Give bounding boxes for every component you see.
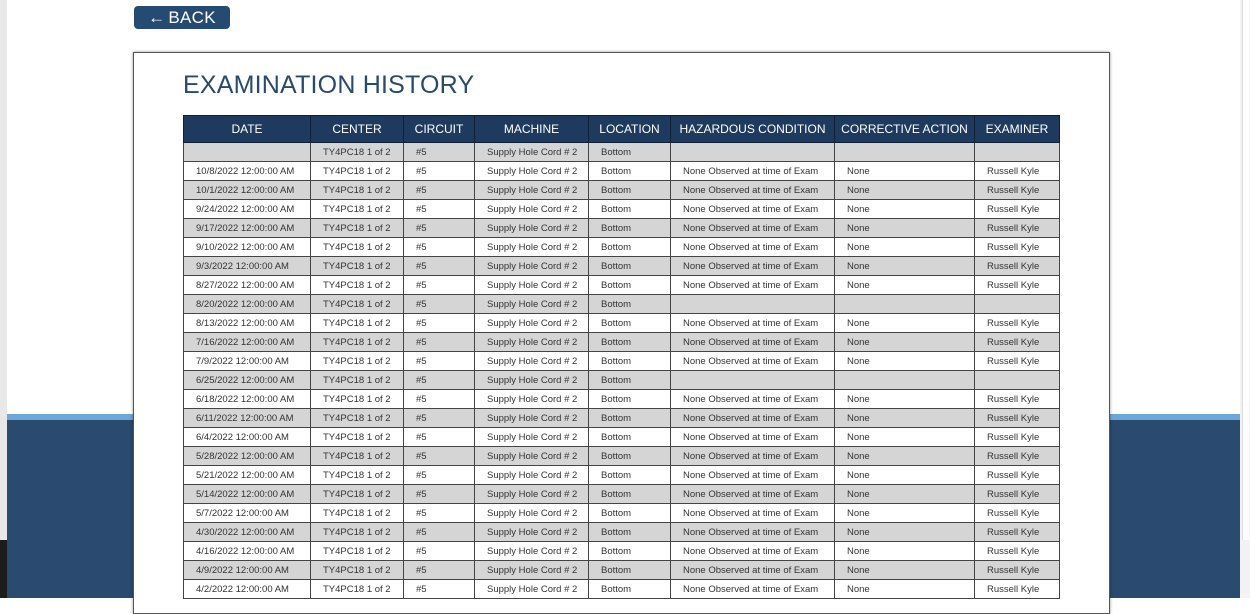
cell-circuit: #5 xyxy=(404,276,475,295)
cell-location: Bottom xyxy=(589,504,671,523)
cell-center: TY4PC18 1 of 2 xyxy=(311,181,404,200)
scrollbar[interactable] xyxy=(1240,0,1250,598)
cell-corrective-action: None xyxy=(835,390,975,409)
cell-date: 9/10/2022 12:00:00 AM xyxy=(184,238,311,257)
cell-corrective-action: None xyxy=(835,409,975,428)
cell-circuit: #5 xyxy=(404,181,475,200)
cell-date: 9/24/2022 12:00:00 AM xyxy=(184,200,311,219)
cell-date xyxy=(184,143,311,162)
cell-examiner: Russell Kyle xyxy=(975,561,1060,580)
cell-corrective-action: None xyxy=(835,447,975,466)
cell-date: 9/3/2022 12:00:00 AM xyxy=(184,257,311,276)
cell-hazardous-condition: None Observed at time of Exam xyxy=(671,523,835,542)
cell-hazardous-condition: None Observed at time of Exam xyxy=(671,238,835,257)
cell-corrective-action: None xyxy=(835,200,975,219)
cell-machine: Supply Hole Cord # 2 xyxy=(475,162,589,181)
back-button-label: BACK xyxy=(168,8,216,27)
cell-corrective-action: None xyxy=(835,352,975,371)
cell-center: TY4PC18 1 of 2 xyxy=(311,333,404,352)
cell-corrective-action: None xyxy=(835,219,975,238)
cell-center: TY4PC18 1 of 2 xyxy=(311,238,404,257)
cell-machine: Supply Hole Cord # 2 xyxy=(475,485,589,504)
cell-circuit: #5 xyxy=(404,523,475,542)
cell-date: 5/21/2022 12:00:00 AM xyxy=(184,466,311,485)
page-title: EXAMINATION HISTORY xyxy=(183,71,475,99)
cell-date: 10/1/2022 12:00:00 AM xyxy=(184,181,311,200)
cell-location: Bottom xyxy=(589,333,671,352)
cell-date: 9/17/2022 12:00:00 AM xyxy=(184,219,311,238)
cell-center: TY4PC18 1 of 2 xyxy=(311,561,404,580)
cell-center: TY4PC18 1 of 2 xyxy=(311,580,404,599)
column-header-corrective-action: CORRECTIVE ACTION xyxy=(835,116,975,143)
table-row xyxy=(184,409,1060,428)
cell-hazardous-condition: None Observed at time of Exam xyxy=(671,447,835,466)
cell-date: 8/20/2022 12:00:00 AM xyxy=(184,295,311,314)
table-row xyxy=(184,485,1060,504)
cell-machine: Supply Hole Cord # 2 xyxy=(475,295,589,314)
cell-examiner: Russell Kyle xyxy=(975,200,1060,219)
cell-machine: Supply Hole Cord # 2 xyxy=(475,409,589,428)
cell-circuit: #5 xyxy=(404,352,475,371)
column-header-location: LOCATION xyxy=(589,116,671,143)
cell-hazardous-condition: None Observed at time of Exam xyxy=(671,314,835,333)
cell-location: Bottom xyxy=(589,447,671,466)
cell-hazardous-condition: None Observed at time of Exam xyxy=(671,162,835,181)
cell-circuit: #5 xyxy=(404,219,475,238)
cell-hazardous-condition: None Observed at time of Exam xyxy=(671,580,835,599)
table-row xyxy=(184,314,1060,333)
cell-corrective-action: None xyxy=(835,162,975,181)
cell-center: TY4PC18 1 of 2 xyxy=(311,162,404,181)
cell-center: TY4PC18 1 of 2 xyxy=(311,485,404,504)
cell-center: TY4PC18 1 of 2 xyxy=(311,200,404,219)
cell-corrective-action: None xyxy=(835,428,975,447)
cell-examiner: Russell Kyle xyxy=(975,390,1060,409)
cell-corrective-action: None xyxy=(835,466,975,485)
cell-corrective-action: None xyxy=(835,238,975,257)
cell-location: Bottom xyxy=(589,561,671,580)
cell-corrective-action: None xyxy=(835,523,975,542)
table-row xyxy=(184,580,1060,599)
cell-machine: Supply Hole Cord # 2 xyxy=(475,181,589,200)
cell-center: TY4PC18 1 of 2 xyxy=(311,409,404,428)
cell-hazardous-condition: None Observed at time of Exam xyxy=(671,390,835,409)
cell-center: TY4PC18 1 of 2 xyxy=(311,352,404,371)
cell-hazardous-condition: None Observed at time of Exam xyxy=(671,428,835,447)
cell-examiner: Russell Kyle xyxy=(975,238,1060,257)
cell-location: Bottom xyxy=(589,162,671,181)
cell-date: 10/8/2022 12:00:00 AM xyxy=(184,162,311,181)
cell-date: 7/9/2022 12:00:00 AM xyxy=(184,352,311,371)
table-row xyxy=(184,333,1060,352)
cell-center: TY4PC18 1 of 2 xyxy=(311,428,404,447)
cell-date: 8/27/2022 12:00:00 AM xyxy=(184,276,311,295)
table-row xyxy=(184,200,1060,219)
cell-location: Bottom xyxy=(589,276,671,295)
cell-corrective-action: None xyxy=(835,580,975,599)
cell-examiner xyxy=(975,371,1060,390)
table-row xyxy=(184,352,1060,371)
cell-machine: Supply Hole Cord # 2 xyxy=(475,447,589,466)
cell-location: Bottom xyxy=(589,219,671,238)
cell-location: Bottom xyxy=(589,409,671,428)
cell-machine: Supply Hole Cord # 2 xyxy=(475,143,589,162)
cell-corrective-action xyxy=(835,295,975,314)
cell-examiner: Russell Kyle xyxy=(975,181,1060,200)
cell-center: TY4PC18 1 of 2 xyxy=(311,257,404,276)
cell-examiner: Russell Kyle xyxy=(975,333,1060,352)
cell-date: 7/16/2022 12:00:00 AM xyxy=(184,333,311,352)
cell-examiner xyxy=(975,143,1060,162)
scrollbar-track[interactable] xyxy=(1242,0,1249,540)
cell-circuit: #5 xyxy=(404,504,475,523)
cell-location: Bottom xyxy=(589,542,671,561)
cell-hazardous-condition: None Observed at time of Exam xyxy=(671,542,835,561)
cell-hazardous-condition: None Observed at time of Exam xyxy=(671,219,835,238)
cell-center: TY4PC18 1 of 2 xyxy=(311,219,404,238)
cell-date: 6/11/2022 12:00:00 AM xyxy=(184,409,311,428)
column-header-circuit: CIRCUIT xyxy=(404,116,475,143)
cell-examiner: Russell Kyle xyxy=(975,447,1060,466)
cell-corrective-action: None xyxy=(835,257,975,276)
table-row xyxy=(184,276,1060,295)
cell-hazardous-condition: None Observed at time of Exam xyxy=(671,181,835,200)
cell-hazardous-condition: None Observed at time of Exam xyxy=(671,200,835,219)
cell-location: Bottom xyxy=(589,580,671,599)
table-row xyxy=(184,181,1060,200)
cell-location: Bottom xyxy=(589,371,671,390)
cell-machine: Supply Hole Cord # 2 xyxy=(475,371,589,390)
column-header-hazardous-condition: HAZARDOUS CONDITION xyxy=(671,116,835,143)
cell-hazardous-condition xyxy=(671,295,835,314)
cell-date: 4/16/2022 12:00:00 AM xyxy=(184,542,311,561)
left-arrow-icon: ← xyxy=(148,8,166,27)
cell-circuit: #5 xyxy=(404,257,475,276)
cell-examiner: Russell Kyle xyxy=(975,523,1060,542)
cell-circuit: #5 xyxy=(404,238,475,257)
cell-machine: Supply Hole Cord # 2 xyxy=(475,580,589,599)
cell-machine: Supply Hole Cord # 2 xyxy=(475,219,589,238)
cell-date: 6/25/2022 12:00:00 AM xyxy=(184,371,311,390)
cell-circuit: #5 xyxy=(404,162,475,181)
cell-location: Bottom xyxy=(589,295,671,314)
cell-circuit: #5 xyxy=(404,371,475,390)
cell-center: TY4PC18 1 of 2 xyxy=(311,390,404,409)
cell-date: 6/18/2022 12:00:00 AM xyxy=(184,390,311,409)
table-header-row xyxy=(184,116,1060,143)
cell-examiner: Russell Kyle xyxy=(975,314,1060,333)
cell-machine: Supply Hole Cord # 2 xyxy=(475,428,589,447)
table-body xyxy=(184,143,1060,599)
cell-machine: Supply Hole Cord # 2 xyxy=(475,200,589,219)
cell-examiner: Russell Kyle xyxy=(975,504,1060,523)
cell-hazardous-condition xyxy=(671,143,835,162)
cell-location: Bottom xyxy=(589,390,671,409)
cell-location: Bottom xyxy=(589,200,671,219)
cell-machine: Supply Hole Cord # 2 xyxy=(475,523,589,542)
cell-center: TY4PC18 1 of 2 xyxy=(311,295,404,314)
cell-machine: Supply Hole Cord # 2 xyxy=(475,352,589,371)
cell-date: 6/4/2022 12:00:00 AM xyxy=(184,428,311,447)
table-row xyxy=(184,219,1060,238)
cell-examiner: Russell Kyle xyxy=(975,580,1060,599)
cell-corrective-action: None xyxy=(835,485,975,504)
table-row xyxy=(184,143,1060,162)
column-header-examiner: EXAMINER xyxy=(975,116,1060,143)
cell-center: TY4PC18 1 of 2 xyxy=(311,143,404,162)
cell-examiner: Russell Kyle xyxy=(975,352,1060,371)
cell-examiner: Russell Kyle xyxy=(975,162,1060,181)
cell-location: Bottom xyxy=(589,352,671,371)
cell-examiner: Russell Kyle xyxy=(975,428,1060,447)
cell-circuit: #5 xyxy=(404,333,475,352)
cell-machine: Supply Hole Cord # 2 xyxy=(475,238,589,257)
cell-hazardous-condition: None Observed at time of Exam xyxy=(671,409,835,428)
cell-date: 5/14/2022 12:00:00 AM xyxy=(184,485,311,504)
cell-machine: Supply Hole Cord # 2 xyxy=(475,314,589,333)
cell-location: Bottom xyxy=(589,181,671,200)
cell-date: 8/13/2022 12:00:00 AM xyxy=(184,314,311,333)
cell-date: 4/30/2022 12:00:00 AM xyxy=(184,523,311,542)
cell-machine: Supply Hole Cord # 2 xyxy=(475,466,589,485)
cell-circuit: #5 xyxy=(404,447,475,466)
cell-examiner: Russell Kyle xyxy=(975,485,1060,504)
table-row xyxy=(184,523,1060,542)
cell-machine: Supply Hole Cord # 2 xyxy=(475,333,589,352)
cell-corrective-action xyxy=(835,371,975,390)
cell-examiner: Russell Kyle xyxy=(975,219,1060,238)
left-edge-block xyxy=(0,540,7,598)
cell-location: Bottom xyxy=(589,428,671,447)
cell-circuit: #5 xyxy=(404,143,475,162)
cell-date: 4/2/2022 12:00:00 AM xyxy=(184,580,311,599)
cell-location: Bottom xyxy=(589,143,671,162)
column-header-date: DATE xyxy=(184,116,311,143)
cell-hazardous-condition: None Observed at time of Exam xyxy=(671,352,835,371)
table-row xyxy=(184,542,1060,561)
cell-hazardous-condition: None Observed at time of Exam xyxy=(671,466,835,485)
cell-machine: Supply Hole Cord # 2 xyxy=(475,390,589,409)
cell-corrective-action: None xyxy=(835,333,975,352)
cell-corrective-action: None xyxy=(835,181,975,200)
table-row xyxy=(184,390,1060,409)
cell-location: Bottom xyxy=(589,257,671,276)
cell-hazardous-condition: None Observed at time of Exam xyxy=(671,561,835,580)
cell-corrective-action: None xyxy=(835,314,975,333)
table-row xyxy=(184,257,1060,276)
history-card xyxy=(133,52,1110,614)
cell-center: TY4PC18 1 of 2 xyxy=(311,466,404,485)
cell-center: TY4PC18 1 of 2 xyxy=(311,523,404,542)
cell-corrective-action: None xyxy=(835,504,975,523)
cell-examiner: Russell Kyle xyxy=(975,466,1060,485)
table-row xyxy=(184,238,1060,257)
cell-date: 5/7/2022 12:00:00 AM xyxy=(184,504,311,523)
cell-circuit: #5 xyxy=(404,200,475,219)
cell-hazardous-condition: None Observed at time of Exam xyxy=(671,333,835,352)
cell-corrective-action xyxy=(835,143,975,162)
cell-corrective-action: None xyxy=(835,561,975,580)
table-row xyxy=(184,295,1060,314)
cell-corrective-action: None xyxy=(835,542,975,561)
left-window-edge xyxy=(0,0,7,598)
cell-machine: Supply Hole Cord # 2 xyxy=(475,561,589,580)
cell-circuit: #5 xyxy=(404,428,475,447)
examination-history-table xyxy=(183,115,1060,599)
cell-machine: Supply Hole Cord # 2 xyxy=(475,542,589,561)
back-button[interactable] xyxy=(134,6,230,29)
cell-examiner: Russell Kyle xyxy=(975,409,1060,428)
cell-center: TY4PC18 1 of 2 xyxy=(311,504,404,523)
cell-examiner: Russell Kyle xyxy=(975,276,1060,295)
column-header-machine: MACHINE xyxy=(475,116,589,143)
cell-date: 5/28/2022 12:00:00 AM xyxy=(184,447,311,466)
cell-center: TY4PC18 1 of 2 xyxy=(311,314,404,333)
cell-center: TY4PC18 1 of 2 xyxy=(311,276,404,295)
cell-circuit: #5 xyxy=(404,409,475,428)
cell-location: Bottom xyxy=(589,314,671,333)
table-row xyxy=(184,466,1060,485)
cell-examiner xyxy=(975,295,1060,314)
cell-corrective-action: None xyxy=(835,276,975,295)
cell-machine: Supply Hole Cord # 2 xyxy=(475,257,589,276)
column-header-center: CENTER xyxy=(311,116,404,143)
cell-circuit: #5 xyxy=(404,295,475,314)
table-row xyxy=(184,504,1060,523)
table-row xyxy=(184,428,1060,447)
table-row xyxy=(184,447,1060,466)
cell-examiner: Russell Kyle xyxy=(975,542,1060,561)
table-row xyxy=(184,162,1060,181)
cell-hazardous-condition: None Observed at time of Exam xyxy=(671,485,835,504)
cell-hazardous-condition: None Observed at time of Exam xyxy=(671,276,835,295)
cell-location: Bottom xyxy=(589,466,671,485)
table-row xyxy=(184,371,1060,390)
cell-hazardous-condition: None Observed at time of Exam xyxy=(671,504,835,523)
cell-location: Bottom xyxy=(589,485,671,504)
cell-circuit: #5 xyxy=(404,561,475,580)
cell-center: TY4PC18 1 of 2 xyxy=(311,447,404,466)
cell-center: TY4PC18 1 of 2 xyxy=(311,542,404,561)
cell-center: TY4PC18 1 of 2 xyxy=(311,371,404,390)
cell-date: 4/9/2022 12:00:00 AM xyxy=(184,561,311,580)
cell-circuit: #5 xyxy=(404,485,475,504)
cell-machine: Supply Hole Cord # 2 xyxy=(475,276,589,295)
cell-circuit: #5 xyxy=(404,542,475,561)
cell-circuit: #5 xyxy=(404,466,475,485)
table-row xyxy=(184,561,1060,580)
cell-circuit: #5 xyxy=(404,314,475,333)
cell-machine: Supply Hole Cord # 2 xyxy=(475,504,589,523)
cell-hazardous-condition: None Observed at time of Exam xyxy=(671,257,835,276)
cell-circuit: #5 xyxy=(404,580,475,599)
cell-hazardous-condition xyxy=(671,371,835,390)
cell-location: Bottom xyxy=(589,238,671,257)
cell-circuit: #5 xyxy=(404,390,475,409)
cell-location: Bottom xyxy=(589,523,671,542)
cell-examiner: Russell Kyle xyxy=(975,257,1060,276)
